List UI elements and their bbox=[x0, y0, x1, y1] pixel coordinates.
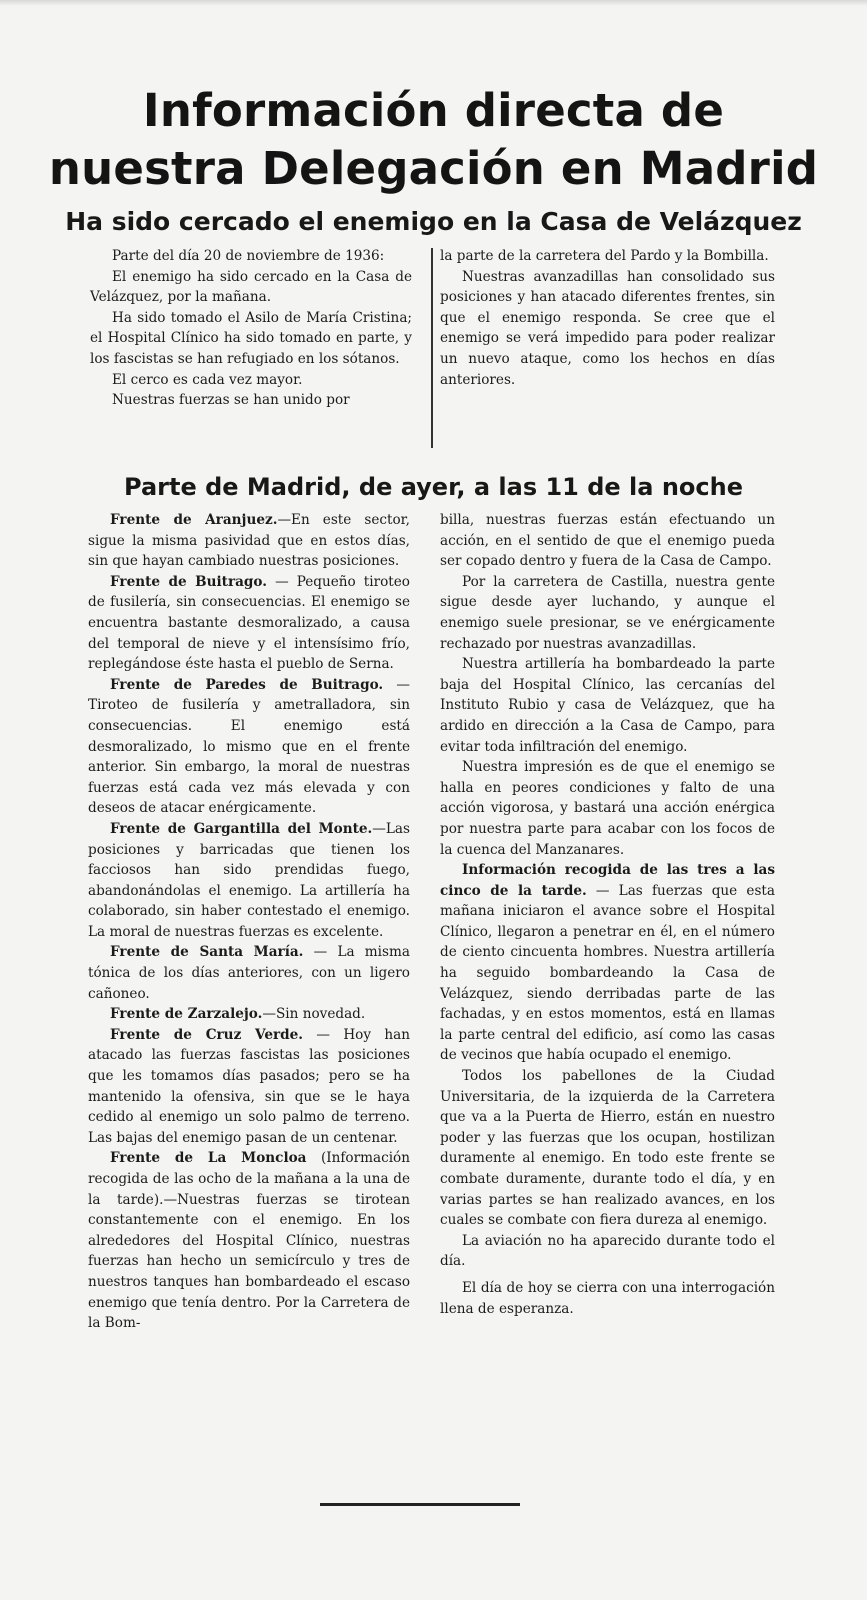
report-paragraph: billa, nuestras fuerzas están efectuando un acción, en el sentido de que el enemigo pueda ser copado dentro y fuera de la Casa de Campo. bbox=[440, 512, 775, 570]
report-paragraph: Información recogida de las tres a las cinco de la tarde. — Las fuerzas que esta mañana iniciaron el avance sobre el Hospital Clínico, llegaron a penetrar en él, en el número de ciento cincuenta hombres. Nuestra artillería ha seguido bombardeando la Casa de Velázquez, siendo derribadas parte de las fachadas, y en estos momentos, está en llamas la parte central del edificio, así como las casas de vecinos que había ocupado el enemigo. bbox=[440, 862, 775, 1064]
section1-title: Ha sido cercado el enemigo en la Casa de Velázquez bbox=[65, 207, 802, 236]
report-paragraph: Frente de Cruz Verde. — Hoy han atacado las fuerzas fascistas las posiciones que les tomamos días pasados; pero se ha mantenido la ofensiva, sin que se le haya cedido al enemigo un solo palmo de terreno. Las bajas del enemigo pasan de un centenar. bbox=[88, 1026, 411, 1146]
paragraph: Nuestras fuerzas se han unido por bbox=[112, 392, 350, 409]
report-heading: Información recogida de las tres a las cinco de la tarde. bbox=[440, 862, 775, 899]
report-paragraph: El día de hoy se cierra con una interrogación llena de esperanza. bbox=[440, 1279, 775, 1317]
column-divider bbox=[431, 248, 433, 448]
report-paragraph: Frente de Santa María. — La misma tónica de los días anteriores, con un ligero cañoneo. bbox=[88, 944, 410, 1002]
paragraph: El cerco es cada vez mayor. bbox=[112, 371, 303, 388]
section2-right-column bbox=[440, 510, 775, 1319]
section2-left-column bbox=[88, 510, 410, 1334]
paragraph: Ha sido tomado el Asilo de María Cristina; el Hospital Clínico ha sido tomado en parte, y los fascistas se han refugiado en los sótanos. bbox=[90, 309, 412, 367]
end-rule bbox=[320, 1503, 520, 1506]
report-heading: Frente de Zarzalejo. bbox=[110, 1006, 263, 1023]
section1-right-column bbox=[440, 246, 775, 390]
report-heading: Frente de La Moncloa bbox=[110, 1150, 307, 1167]
report-paragraph: La aviación no ha aparecido durante todo el día. bbox=[440, 1232, 775, 1270]
report-heading: Frente de Gargantilla del Monte. bbox=[110, 820, 373, 837]
paragraph: la parte de la carretera del Pardo y la Bombilla. bbox=[440, 248, 769, 264]
report-heading: Frente de Cruz Verde. bbox=[110, 1026, 304, 1043]
paragraph: Parte del día 20 de noviembre de 1936: bbox=[112, 248, 385, 264]
headline: Información directa de nuestra Delegación en Madrid bbox=[48, 84, 819, 195]
section1-left-column bbox=[90, 246, 412, 411]
report-paragraph: Frente de Aranjuez.—En este sector, sigue la misma pasividad que en estos días, sin que hayan cambiado nuestras posiciones. bbox=[88, 512, 410, 570]
report-heading: Frente de Buitrago. bbox=[110, 573, 267, 590]
report-paragraph: Frente de Zarzalejo.—Sin novedad. bbox=[110, 1006, 366, 1023]
report-paragraph: Nuestra impresión es de que el enemigo se halla en peores condiciones y falto de una acción vigorosa, y bastará una acción enérgica por nuestra parte para acabar con los focos de la cuenca del Manzanares. bbox=[440, 759, 775, 858]
report-paragraph: Frente de Gargantilla del Monte.—Las posiciones y barricadas que tienen los facciosos han sido prendidas fuego, abandonándolas el enemigo. La artillería ha colaborado, sin haber contestado el enemigo. La moral de nuestras fuerzas es excelente. bbox=[88, 820, 410, 940]
report-heading: Frente de Aranjuez. bbox=[110, 512, 278, 528]
report-paragraph: Nuestra artillería ha bombardeado la parte baja del Hospital Clínico, las cercanías del Instituto Rubio y casa de Velázquez, que ha ardido en dirección a la Casa de Campo, para evitar toda infiltración del enemigo. bbox=[440, 656, 775, 755]
report-heading: Frente de Santa María. bbox=[110, 944, 304, 961]
scan-edge bbox=[0, 0, 867, 6]
paragraph: Nuestras avanzadillas han consolidado sus posiciones y han atacado diferentes frentes, sin que el enemigo responda. Se cree que el enemigo se verá impedido para poder realizar un nuevo ataque, como los hechos en días anteriores. bbox=[440, 268, 775, 388]
report-paragraph: Frente de Buitrago. — Pequeño tiroteo de fusilería, sin consecuencias. El enemigo se encuentra bastante desmoralizado, a causa del temporal de nieve y el intensísimo frío, replegándose éste hasta el pueblo de Serna. bbox=[88, 573, 410, 673]
section2-title: Parte de Madrid, de ayer, a las 11 de la noche bbox=[124, 473, 743, 501]
report-paragraph: Por la carretera de Castilla, nuestra gente sigue desde ayer luchando, y aunque el enemigo suele presionar, se ve enérgicamente rechazado por nuestras avanzadillas. bbox=[440, 573, 775, 652]
paragraph: El enemigo ha sido cercado en la Casa de Velázquez, por la mañana. bbox=[90, 268, 412, 306]
report-paragraph: Frente de La Moncloa (Información recogida de las ocho de la mañana a la una de la tarde).—Nuestras fuerzas se tirotean constantemente con el enemigo. En los alrededores del Hospital Clínico, nuestras fuerzas han hecho un semicírculo y tres de nuestros tanques han bombardeado el escaso enemigo que tenía dentro. Por la Carretera de la Bom- bbox=[88, 1150, 410, 1332]
report-paragraph: Frente de Paredes de Buitrago. — Tiroteo de fusilería y ametralladora, sin consecuencias. El enemigo está desmoralizado, lo mismo que en el frente anterior. Sin embargo, la moral de nuestras fuerzas está cada vez más elevada y con deseos de atacar enérgicamente. bbox=[88, 676, 411, 817]
report-paragraph: Todos los pabellones de la Ciudad Universitaria, de la izquierda de la Carretera que va a la Puerta de Hierro, están en nuestro poder y las fuerzas que los ocupan, hostilizan duramente al enemigo. En todo este frente se combate duramente, durante todo el día, y en varias partes se han realizado avances, en los cuales se combate con fiera dureza al enemigo. bbox=[440, 1068, 775, 1229]
report-heading: Frente de Paredes de Buitrago. bbox=[110, 676, 384, 693]
